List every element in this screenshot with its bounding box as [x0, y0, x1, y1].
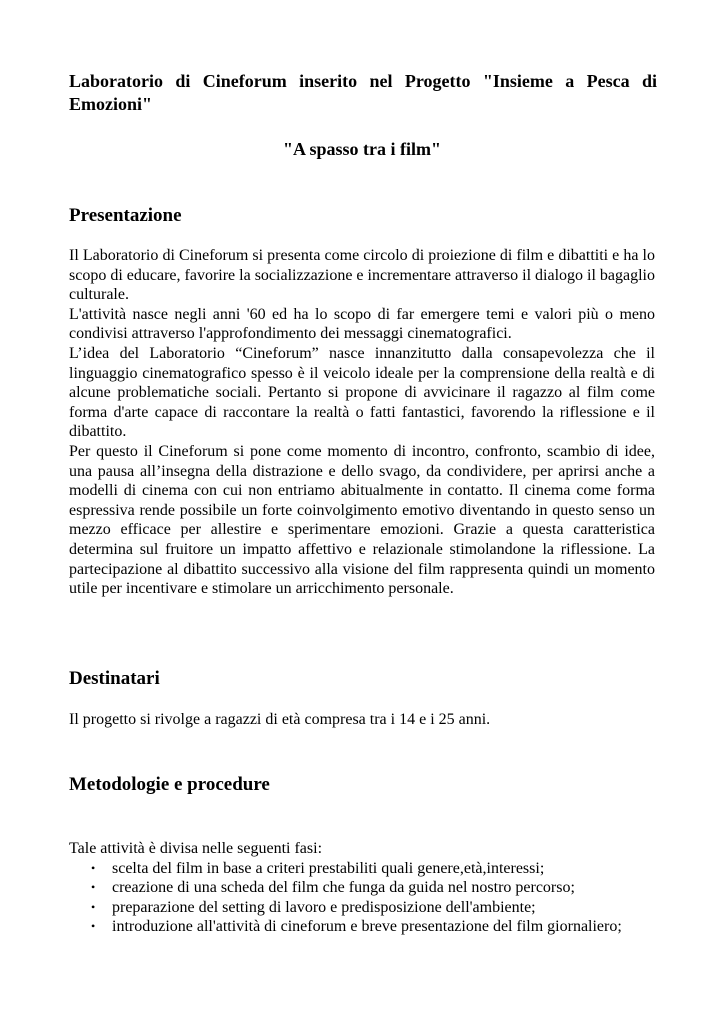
presentazione-body [69, 246, 655, 599]
list-item-text: scelta del film in base a criteri prestabiliti quali genere,età,interessi; [112, 859, 545, 877]
bullet-icon: • [91, 899, 96, 914]
presentazione-paragraph: Il Laboratorio di Cineforum si presenta come circolo di proiezione di film e dibattiti e ha lo scopo di educare, favorire la socializzazione e incrementare attraverso il dialogo il bagaglio culturale. [69, 247, 655, 304]
list-item [69, 878, 655, 898]
destinatari-text: Il progetto si rivolge a ragazzi di età compresa tra i 14 e i 25 anni. [69, 711, 491, 728]
document-title: Laboratorio di Cineforum inserito nel Progetto "Insieme a Pesca di Emozioni" [69, 71, 657, 114]
metodologie-intro: Tale attività è divisa nelle seguenti fasi: [69, 840, 323, 857]
list-item-text: introduzione all'attività di cineforum e breve presentazione del film giornaliero; [112, 918, 622, 936]
list-item [69, 859, 655, 879]
presentazione-paragraph: Per questo il Cineforum si pone come momento di incontro, confronto, scambio di idee, una pausa all’insegna della distrazione e dello svago, da condividere, per aprirsi anche a modelli di cinema con cui non entriamo abitualmente in contatto. Il cinema come forma espressiva rende possibile un forte coinvolgimento emotivo diventando in questo senso un mezzo efficace per allestire e sperimentare emozioni. Grazie a questa caratteristica determina sul fruitore un impatto affettivo e relazionale stimolandone la riflessione. La partecipazione al dibattito successivo alla visione del film rappresenta quindi un momento utile per incentivare e stimolare un arricchimento personale. [69, 442, 655, 598]
presentazione-paragraph: L'attività nasce negli anni '60 ed ha lo scopo di far emergere temi e valori più o meno condivisi attraverso l'approfondimento dei messaggi cinematografici. [69, 305, 655, 343]
heading-metodologie: Metodologie e procedure [69, 774, 270, 795]
list-item [69, 898, 655, 918]
list-item-text: creazione di una scheda del film che funga da guida nel nostro percorso; [112, 879, 575, 897]
bullet-icon: • [91, 860, 96, 875]
metodologie-list [69, 839, 655, 937]
bullet-icon: • [91, 880, 96, 895]
document-subtitle: "A spasso tra i film" [283, 139, 441, 159]
presentazione-paragraph: L’idea del Laboratorio “Cineforum” nasce innanzitutto dalla consapevolezza che il linguaggio cinematografico spesso è il veicolo ideale per la comprensione della realtà e di alcune problematiche sociali. Pertanto si propone di avvicinare il ragazzo al film come forma d'arte capace di raccontare la realtà o fatti fantastici, favorendo la riflessione e il dibattito. [69, 344, 655, 441]
heading-presentazione: Presentazione [69, 205, 182, 226]
list-item [69, 917, 655, 937]
list-item-text: preparazione del setting di lavoro e predisposizione dell'ambiente; [112, 898, 536, 916]
bullet-icon: • [91, 919, 96, 934]
heading-destinatari: Destinatari [69, 668, 160, 689]
